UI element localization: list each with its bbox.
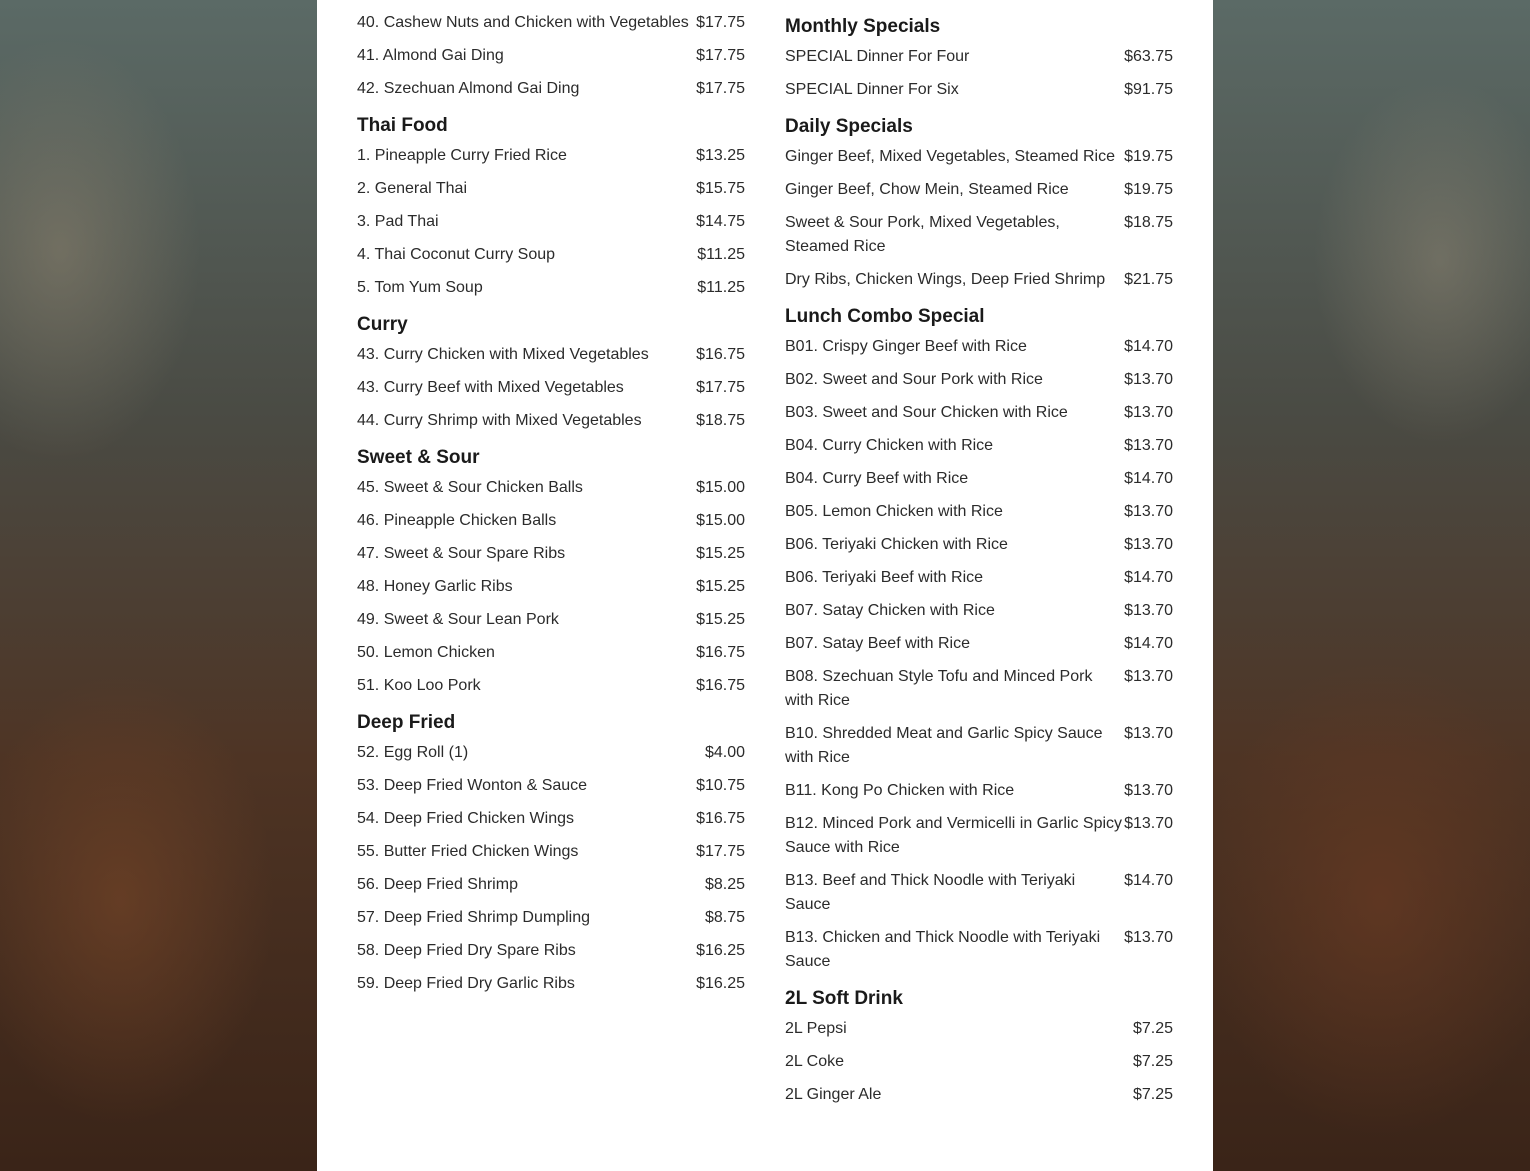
- menu-item: [785, 566, 1173, 590]
- menu-item-name: 46. Pineapple Chicken Balls: [357, 512, 557, 529]
- menu-item-name: 51. Koo Loo Pork: [357, 677, 481, 694]
- menu-item-name: [785, 0, 1115, 2]
- menu-item: [785, 533, 1173, 557]
- menu-item-name: B06. Teriyaki Chicken with Rice: [785, 536, 1008, 553]
- menu-section-monthly-specials: [785, 16, 1173, 102]
- menu-item-name: Ginger Beef, Mixed Vegetables, Steamed Rice: [785, 148, 1115, 165]
- menu-item-price: $17.75: [696, 379, 745, 396]
- menu-item-price: $13.70: [1124, 782, 1173, 799]
- menu-item-price: $14.70: [1124, 338, 1173, 355]
- menu-item: [785, 368, 1173, 392]
- menu-item-price: $15.75: [696, 180, 745, 197]
- menu-item-price: $13.25: [696, 147, 745, 164]
- section-title: 2L Soft Drink: [785, 988, 903, 1009]
- menu-item-name: 44. Curry Shrimp with Mixed Vegetables: [357, 412, 642, 429]
- menu-item-price: $63.75: [1124, 48, 1173, 65]
- menu-item-price: $4.00: [704, 744, 745, 761]
- menu-item-price: $13.70: [1124, 503, 1173, 520]
- menu-column-left: [357, 0, 745, 1010]
- menu-item: [785, 145, 1173, 169]
- menu-item: [785, 268, 1173, 292]
- menu-item-price: $14.70: [1124, 635, 1173, 652]
- menu-item: [357, 11, 745, 35]
- menu-item-name: 59. Deep Fried Dry Garlic Ribs: [357, 975, 575, 992]
- menu-item: [357, 807, 745, 831]
- menu-item-name: 50. Lemon Chicken: [357, 644, 495, 661]
- menu-item-name: 45. Sweet & Sour Chicken Balls: [357, 479, 583, 496]
- menu-item: [357, 873, 745, 897]
- menu-item-name: 53. Deep Fried Wonton & Sauce: [357, 777, 588, 794]
- menu-panel: [317, 0, 1213, 1171]
- menu-item: [785, 401, 1173, 425]
- menu-section-continued: [357, 0, 745, 101]
- menu-section-2l-soft-drink: [785, 988, 1173, 1107]
- menu-item-price: $8.75: [704, 909, 745, 926]
- menu-section-sweet-sour: [357, 447, 745, 698]
- menu-item-price: $13.70: [1124, 929, 1173, 946]
- menu-item-name: 2L Ginger Ale: [785, 1086, 882, 1103]
- menu-item: [785, 599, 1173, 623]
- menu-item-price: $21.75: [1124, 271, 1173, 288]
- menu-item-name: 49. Sweet & Sour Lean Pork: [357, 611, 559, 628]
- menu-item: [357, 376, 745, 400]
- menu-item-price: $91.75: [1124, 81, 1173, 98]
- menu-item: [785, 178, 1173, 202]
- menu-item: [357, 276, 745, 300]
- menu-item-price: $7.25: [1132, 1020, 1173, 1037]
- menu-item-name: 47. Sweet & Sour Spare Ribs: [357, 545, 566, 562]
- menu-item-price: $17.75: [696, 843, 745, 860]
- menu-item: [785, 335, 1173, 359]
- menu-item-price: $10.75: [696, 777, 745, 794]
- menu-item: [785, 45, 1173, 69]
- menu-item-price: $16.75: [696, 644, 745, 661]
- menu-item-price: $16.75: [696, 810, 745, 827]
- menu-item-price: $15.00: [696, 512, 745, 529]
- menu-item-name: 42. Szechuan Almond Gai Ding: [357, 80, 580, 97]
- menu-item: [357, 509, 745, 533]
- menu-item-price: $18.75: [1124, 214, 1173, 231]
- menu-item: [357, 674, 745, 698]
- menu-section-curry: [357, 314, 745, 433]
- menu-item: [357, 243, 745, 267]
- menu-item-price: $16.75: [696, 346, 745, 363]
- menu-item-price: [696, 0, 745, 2]
- menu-item: [785, 78, 1173, 102]
- menu-item-price: $13.70: [1124, 536, 1173, 553]
- menu-item: [357, 0, 745, 2]
- menu-item: [785, 211, 1173, 259]
- section-title: Curry: [357, 314, 408, 335]
- menu-item-price: $18.75: [696, 412, 745, 429]
- menu-section-deep-fried: [357, 712, 745, 996]
- menu-item: [785, 1050, 1173, 1074]
- menu-item-name: B06. Teriyaki Beef with Rice: [785, 569, 984, 586]
- menu-item-name: B12. Minced Pork and Vermicelli in Garlic Spicy Sauce with Rice: [785, 815, 1123, 856]
- menu-item-name: 54. Deep Fried Chicken Wings: [357, 810, 574, 827]
- menu-item-price: $7.25: [1132, 1086, 1173, 1103]
- menu-section-continued: [785, 0, 1173, 2]
- menu-item: [357, 641, 745, 665]
- menu-section-thai-food: [357, 115, 745, 300]
- menu-item-name: B10. Shredded Meat and Garlic Spicy Sauce with Rice: [785, 725, 1103, 766]
- menu-item-price: $15.25: [696, 578, 745, 595]
- menu-item-price: $14.70: [1124, 470, 1173, 487]
- menu-item: [785, 722, 1173, 770]
- menu-item-name: B07. Satay Chicken with Rice: [785, 602, 995, 619]
- menu-item-price: $16.75: [696, 677, 745, 694]
- menu-item: [357, 939, 745, 963]
- menu-item-name: Ginger Beef, Chow Mein, Steamed Rice: [785, 181, 1069, 198]
- menu-item: [357, 741, 745, 765]
- menu-section-daily-specials: [785, 116, 1173, 292]
- menu-item-price: $17.75: [696, 14, 745, 31]
- menu-item: [357, 476, 745, 500]
- section-title: Deep Fried: [357, 712, 456, 733]
- menu-item-name: B01. Crispy Ginger Beef with Rice: [785, 338, 1027, 355]
- menu-item-name: 48. Honey Garlic Ribs: [357, 578, 513, 595]
- menu-item-name: 58. Deep Fried Dry Spare Ribs: [357, 942, 576, 959]
- section-title: Monthly Specials: [785, 16, 941, 37]
- menu-item-price: [1115, 0, 1173, 2]
- menu-item-price: $7.25: [1132, 1053, 1173, 1070]
- menu-item: [357, 177, 745, 201]
- menu-item: [785, 434, 1173, 458]
- menu-item-price: $14.70: [1124, 872, 1173, 889]
- menu-item-price: $13.70: [1124, 725, 1173, 742]
- menu-item: [357, 210, 745, 234]
- menu-item-price: $19.75: [1124, 181, 1173, 198]
- menu-item-price: $16.25: [696, 942, 745, 959]
- menu-item-price: $13.70: [1124, 602, 1173, 619]
- menu-item-name: Dry Ribs, Chicken Wings, Deep Fried Shrimp: [785, 271, 1106, 288]
- menu-item-price: $19.75: [1124, 148, 1173, 165]
- menu-item-name: 4. Thai Coconut Curry Soup: [357, 246, 556, 263]
- menu-item-name: 52. Egg Roll (1): [357, 744, 469, 761]
- menu-item: [357, 542, 745, 566]
- menu-item-name: B13. Beef and Thick Noodle with Teriyaki Sauce: [785, 872, 1076, 913]
- menu-item-name: B04. Curry Beef with Rice: [785, 470, 969, 487]
- menu-item-name: 1. Pineapple Curry Fried Rice: [357, 147, 567, 164]
- section-title: Sweet & Sour: [357, 447, 480, 468]
- menu-item-price: $15.00: [696, 479, 745, 496]
- menu-item-name: 2. General Thai: [357, 180, 467, 197]
- menu-item-name: 40. Cashew Nuts and Chicken with Vegetables: [357, 14, 689, 31]
- section-title: Daily Specials: [785, 116, 913, 137]
- menu-item-name: 57. Deep Fried Shrimp Dumpling: [357, 909, 590, 926]
- section-title: Thai Food: [357, 115, 448, 136]
- menu-item: [357, 906, 745, 930]
- menu-item: [785, 869, 1173, 917]
- menu-item: [785, 779, 1173, 803]
- menu-item-price: $11.25: [697, 246, 745, 263]
- menu-item: [785, 632, 1173, 656]
- menu-item: [785, 0, 1173, 2]
- menu-item-name: B05. Lemon Chicken with Rice: [785, 503, 1003, 520]
- menu-item-price: $13.70: [1124, 404, 1173, 421]
- menu-item-name: 2L Pepsi: [785, 1020, 847, 1037]
- menu-item: [785, 500, 1173, 524]
- menu-item-name: 43. Curry Chicken with Mixed Vegetables: [357, 346, 649, 363]
- menu-item-price: $13.70: [1124, 815, 1173, 832]
- menu-item-name: B07. Satay Beef with Rice: [785, 635, 970, 652]
- menu-item-name: 43. Curry Beef with Mixed Vegetables: [357, 379, 624, 396]
- menu-item-name: B11. Kong Po Chicken with Rice: [785, 782, 1015, 799]
- menu-item-price: $13.70: [1124, 668, 1173, 685]
- menu-item: [357, 575, 745, 599]
- menu-item: [357, 840, 745, 864]
- section-title: Lunch Combo Special: [785, 306, 985, 327]
- menu-item-name: SPECIAL Dinner For Four: [785, 48, 970, 65]
- menu-item-price: $15.25: [696, 611, 745, 628]
- menu-item: [785, 812, 1173, 860]
- menu-item: [357, 77, 745, 101]
- menu-item: [785, 926, 1173, 974]
- menu-item-name: B03. Sweet and Sour Chicken with Rice: [785, 404, 1068, 421]
- menu-column-right: [785, 0, 1173, 1121]
- menu-item-price: $11.25: [697, 279, 745, 296]
- menu-item-name: 3. Pad Thai: [357, 213, 439, 230]
- menu-item-price: $17.75: [696, 80, 745, 97]
- menu-item-price: $17.75: [696, 47, 745, 64]
- menu-item-price: $15.25: [696, 545, 745, 562]
- menu-item: [357, 608, 745, 632]
- menu-item: [357, 144, 745, 168]
- menu-item: [357, 972, 745, 996]
- menu-item: [357, 774, 745, 798]
- menu-item-price: $13.70: [1124, 371, 1173, 388]
- menu-item-price: $14.70: [1124, 569, 1173, 586]
- menu-section-lunch-combo-special: [785, 306, 1173, 974]
- menu-item-name: Sweet & Sour Pork, Mixed Vegetables, Steamed Rice: [785, 214, 1060, 255]
- menu-item-name: [357, 0, 696, 2]
- menu-item: [785, 467, 1173, 491]
- menu-item-name: 5. Tom Yum Soup: [357, 279, 483, 296]
- menu-item-price: $13.70: [1124, 437, 1173, 454]
- menu-item-price: $8.25: [704, 876, 745, 893]
- menu-item-name: 2L Coke: [785, 1053, 844, 1070]
- menu-item-name: B02. Sweet and Sour Pork with Rice: [785, 371, 1043, 388]
- menu-item-name: B04. Curry Chicken with Rice: [785, 437, 994, 454]
- menu-item: [785, 665, 1173, 713]
- menu-item: [785, 1017, 1173, 1041]
- menu-item-name: 41. Almond Gai Ding: [357, 47, 504, 64]
- menu-item-name: B08. Szechuan Style Tofu and Minced Pork with Rice: [785, 668, 1093, 709]
- menu-item-price: $14.75: [696, 213, 745, 230]
- menu-item: [785, 1083, 1173, 1107]
- menu-item: [357, 409, 745, 433]
- menu-item-price: $16.25: [696, 975, 745, 992]
- menu-item-name: SPECIAL Dinner For Six: [785, 81, 959, 98]
- menu-item-name: 56. Deep Fried Shrimp: [357, 876, 518, 893]
- menu-item-name: B13. Chicken and Thick Noodle with Teriyaki Sauce: [785, 929, 1101, 970]
- menu-item: [357, 44, 745, 68]
- menu-item: [357, 343, 745, 367]
- menu-item-name: 55. Butter Fried Chicken Wings: [357, 843, 579, 860]
